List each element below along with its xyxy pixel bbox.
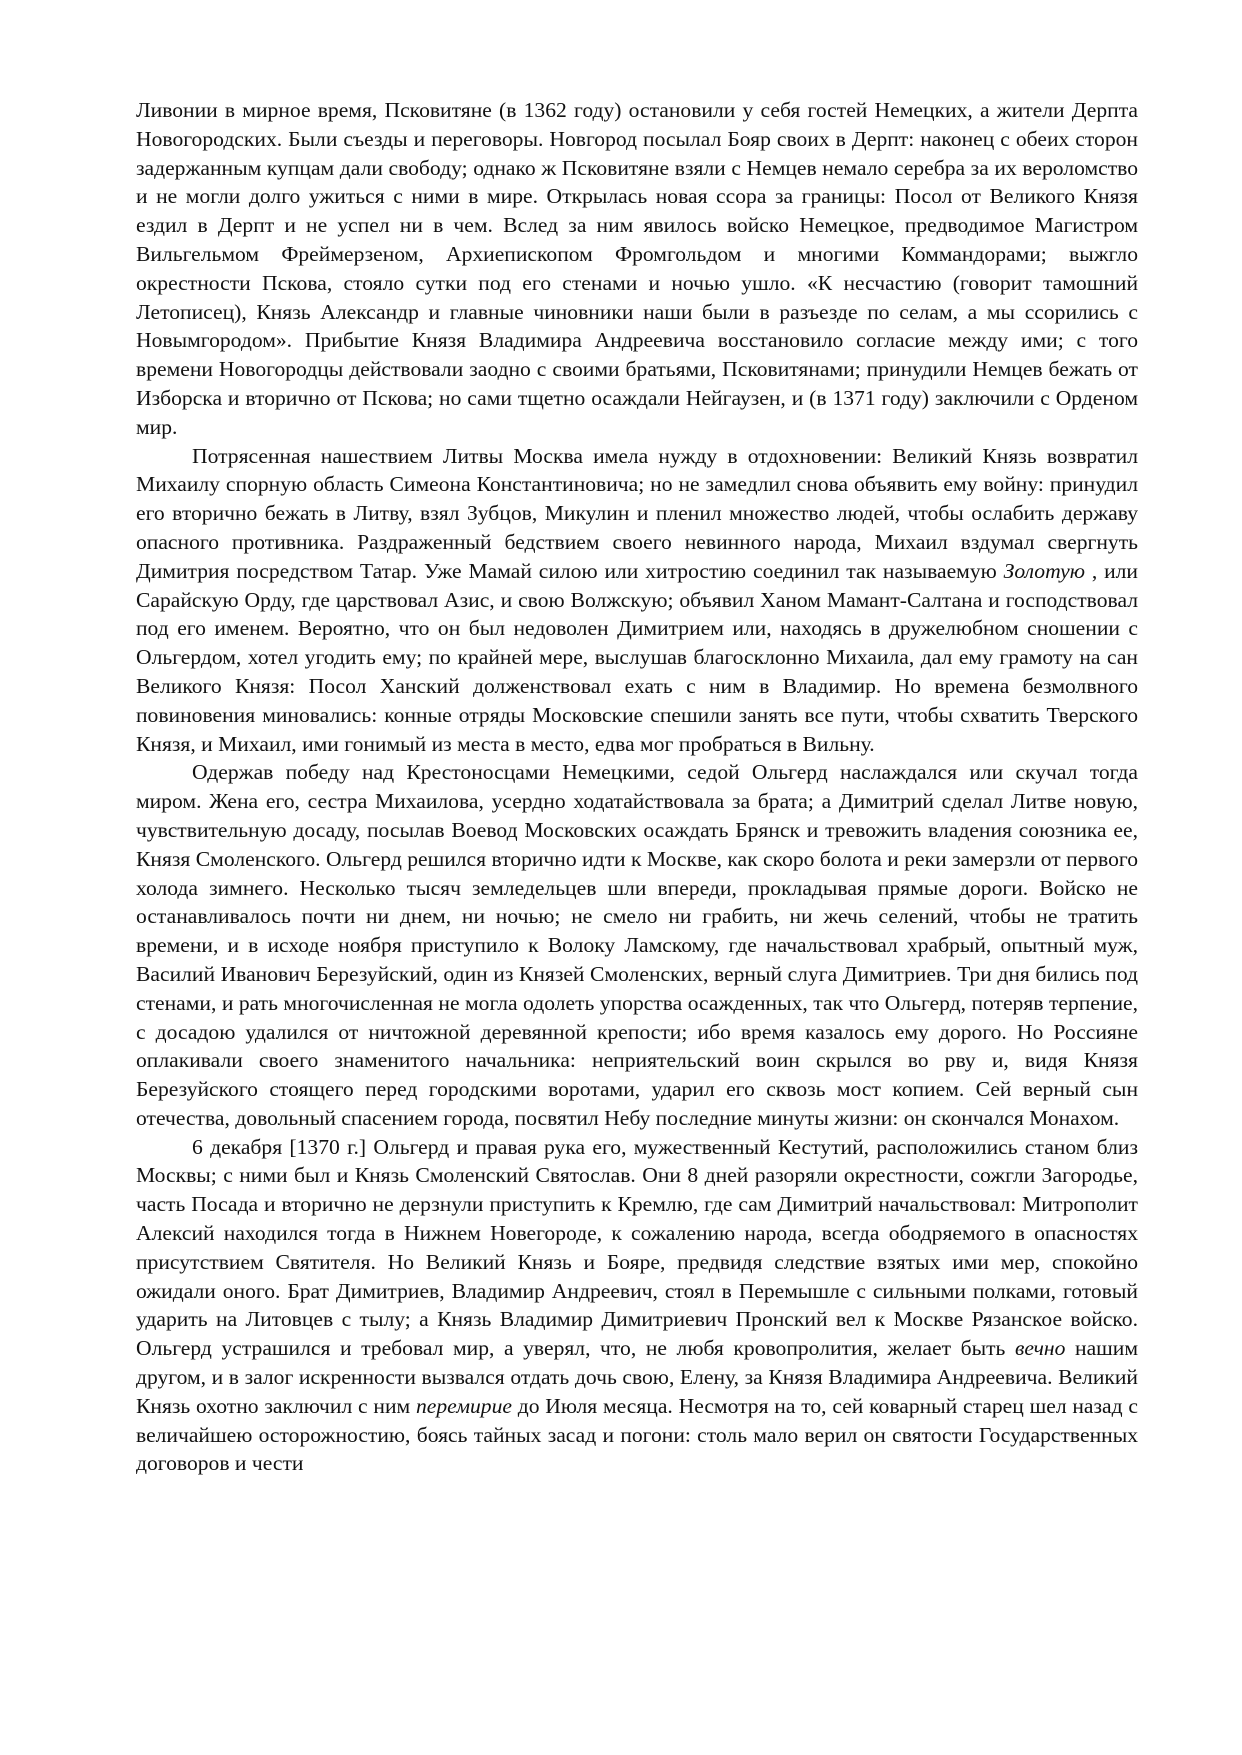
paragraph-2 [136,442,1138,759]
text-segment: нашим другом, и в залог искренности вызвался отдать дочь свою, Елену, за Князя Владимира Андреевича. Великий Князь охотно заключил с ним [136,1336,1138,1418]
document-page [136,96,1138,1478]
text-segment: Одержав победу над Крестоносцами Немецкими, седой Ольгерд наслаждался или скучал тогда миром. Жена его, сестра Михаилова, усердно ходатайствовала за брата; а Димитрий сделал Литве новую, чувствительную досаду, посылав Воевод Московских осаждать Брянск и тревожить владения союзника ее, Князя Смоленского. Ольгерд решился вторично идти к Москве, как скоро болота и реки замерзли от первого холода зимнего. Несколько тысяч земледельцев шли впереди, прокладывая прямые дороги. Войско не останавливалось почти ни днем, ни ночью; не смело ни грабить, ни жечь селений, чтобы не тратить времени, и в исходе ноября приступило к Волоку Ламскому, где начальствовал храбрый, опытный муж, Василий Иванович Березуйский, один из Князей Смоленских, верный слуга Димитриев. Три дня бились под стенами, и рать многочисленная не могла одолеть упорства осажденных, так что Ольгерд, потеряв терпение, с досадою удалился от ничтожной деревянной крепости; ибо время казалось ему дорого. Но Россияне оплакивали своего знаменитого начальника: неприятельский воин скрылся во рву и, видя Князя Березуйского стоящего перед городскими воротами, ударил его сквозь мост копием. Сей верный сын отечества, довольный спасением города, посвятил Небу последние минуты жизни: он скончался Монахом. [136,760,1138,1130]
italic-text-segment: вечно [1014,1336,1066,1361]
italic-text-segment: Золотую [1003,558,1085,583]
text-segment: до Июля месяца. Несмотря на то, сей коварный старец шел назад с величайшею осторожностию, боясь тайных засад и погони: столь мало верил он святости Государственных договоров и чести [136,1393,1138,1476]
text-segment: 6 декабря [1370 г.] Ольгерд и правая рука его, мужественный Кестутий, расположились станом близ Москвы; с ними был и Князь Смоленский Святослав. Они 8 дней разоряли окрестности, сожгли Загородье, часть Посада и вторично не дерзнули приступить к Кремлю, где сам Димитрий начальствовал: Митрополит Алексий находился тогда в Нижнем Новегороде, к сожалению народа, всегда ободряемого в опасностях присутствием Святителя. Но Великий Князь и Бояре, предвидя следствие взятых ими мер, спокойно ожидали оного. Брат Димитриев, Владимир Андреевич, стоял в Перемышле с сильными полками, готовый ударить на Литовцев с тылу; а Князь Владимир Димитриевич Пронский вел к Москве Рязанское войско. Ольгерд устрашился и требовал мир, а уверял, что, не любя кровопролития, желает быть [136,1134,1138,1361]
italic-text-segment: перемирие [415,1393,512,1418]
paragraph-4 [136,1133,1138,1479]
paragraph-3 [136,758,1138,1132]
text-segment: Потрясенная нашествием Литвы Москва имела нужду в отдохновении: Великий Князь возвратил Михаилу спорную область Симеона Константиновича; но не замедлил снова объявить ему войну: принудил его вторично бежать в Литву, взял Зубцов, Микулин и пленил множество людей, чтобы ослабить державу опасного противника. Раздраженный бедствием своего невинного народа, Михаил вздумал свергнуть Димитрия посредством Татар. Уже Мамай силою или хитростию соединил так называемую [136,443,1138,583]
text-segment: , или Сарайскую Орду, где царствовал Азис, и свою Волжскую; объявил Ханом Мамант-Салтана и господствовал под его именем. Вероятно, что он был недоволен Димитрием или, находясь в дружелюбном сношении с Ольгердом, хотел угодить ему; по крайней мере, выслушав благосклонно Михаила, дал ему грамоту на сан Великого Князя: Посол Ханский долженствовал ехать с ним в Владимир. Но времена безмолвного повиновения миновались: конные отряды Московские спешили занять все пути, чтобы схватить Тверского Князя, и Михаил, ими гонимый из места в место, едва мог пробраться в Вильну. [136,558,1138,756]
text-segment: Ливонии в мирное время, Псковитяне (в 1362 году) остановили у себя гостей Немецких, а жители Дерпта Новогородских. Были съезды и переговоры. Новгород посылал Бояр своих в Дерпт: наконец с обеих сторон задержанным купцам дали свободу; однако ж Псковитяне взяли с Немцев немало серебра за их вероломство и не могли долго ужиться с ними в мире. Открылась новая ссора за границы: Посол от Великого Князя ездил в Дерпт и не успел ни в чем. Вслед за ним явилось войско Немецкое, предводимое Магистром Вильгельмом Фреймерзеном, Архиепископом Фромгольдом и многими Коммандорами; выжгло окрестности Пскова, стояло сутки под его стенами и ночью ушло. «К несчастию (говорит тамошний Летописец), Князь Александр и главные чиновники наши были в разъезде по селам, а мы ссорились с Новымгородом». Прибытие Князя Владимира Андреевича восстановило согласие между ими; с того времени Новогородцы действовали заодно с своими братьями, Псковитянами; принудили Немцев бежать от Изборска и вторично от Пскова; но сами тщетно осаждали Нейгаузен, и (в 1371 году) заключили с Орденом мир. [136,98,1138,439]
paragraph-1 [136,96,1138,442]
